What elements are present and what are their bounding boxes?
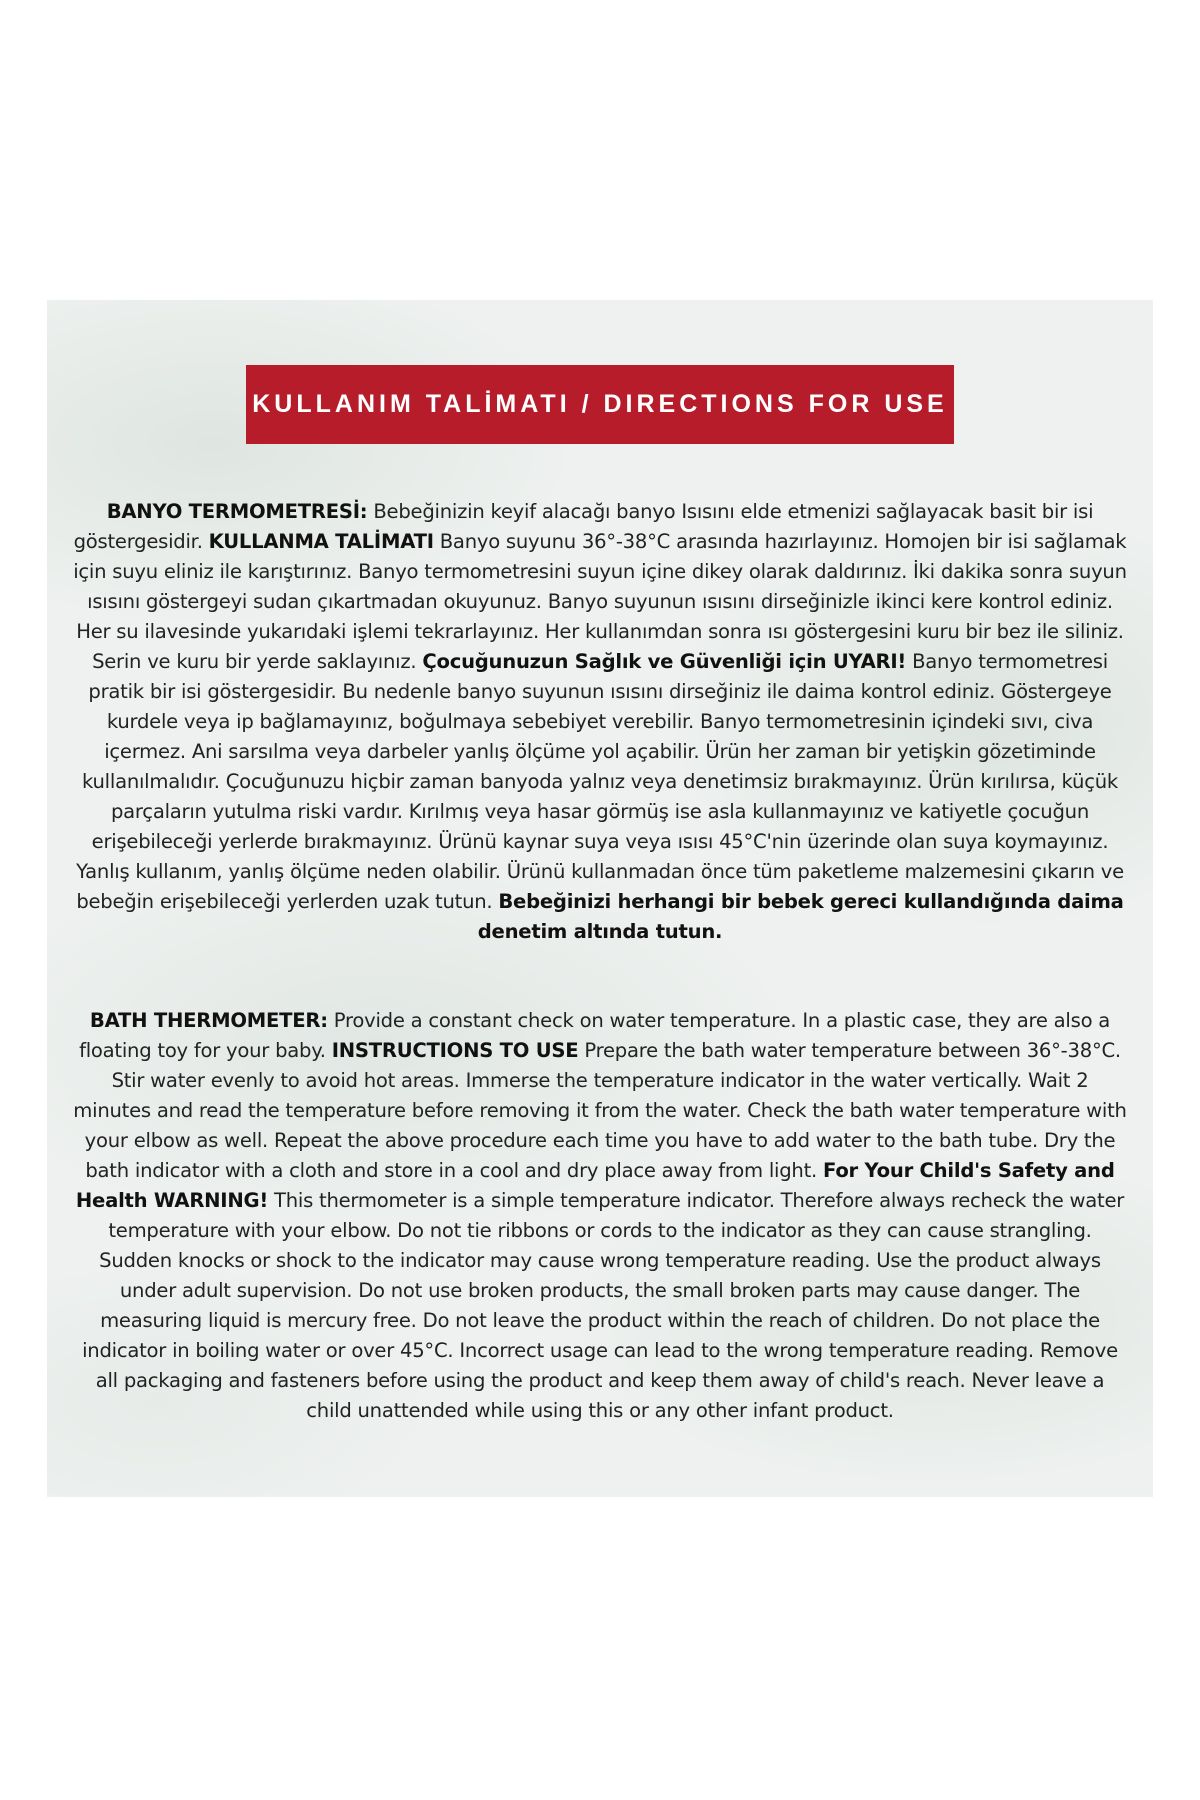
en-warning-text: This thermometer is a simple temperature indicator. Therefore always recheck the water temperature with your elbow. Do not tie ribbons or cords to the indicator as they can cause strangling. Sudden knocks or shock to the indicator may cause wrong temperature reading. Use the product always under adult supervision. Do not use broken products, the small broken parts may cause danger. The measuring liquid is mercury free. Do not leave the product within the reach of children. Do not place the indicator in boiling water or over 45°C. Incorrect usage can lead to the wrong temperature reading. Remove all packaging and fasteners before using the product and keep them away of child's reach. Never leave a child unattended while using this or any other infant product. bbox=[82, 1189, 1125, 1422]
en-warning-label: For Your Child's Safety and Health WARNING! bbox=[75, 1159, 1115, 1212]
turkish-instructions bbox=[72, 497, 1128, 947]
en-usage-text: Prepare the bath water temperature between 36°-38°C. Stir water evenly to avoid hot areas. Immerse the temperature indicator in the water vertically. Wait 2 minutes and read the temperature before removing it from the water. Check the bath water temperature with your elbow as well. Repeat the above procedure each time you have to add water to the bath tube. Dry the bath indicator with a cloth and store in a cool and dry place away from light. bbox=[73, 1039, 1127, 1182]
tr-usage-label: KULLANMA TALİMATI bbox=[208, 530, 434, 553]
tr-product-label: BANYO TERMOMETRESİ: bbox=[106, 500, 368, 523]
tr-supervision-note: Bebeğinizi herhangi bir bebek gereci kullandığında daima denetim altında tutun. bbox=[477, 890, 1124, 943]
tr-product-text: Bebeğinizin keyif alacağı banyo Isısını elde etmenizi sağlayacak basit bir isi göstergesidir. bbox=[73, 500, 1094, 553]
en-product-label: BATH THERMOMETER: bbox=[89, 1009, 328, 1032]
en-product-text: Provide a constant check on water temperature. In a plastic case, they are also a floating toy for your baby. bbox=[79, 1009, 1111, 1062]
title-banner bbox=[246, 365, 954, 444]
page-title: KULLANIM TALİMATI / DIRECTIONS FOR USE bbox=[252, 390, 948, 418]
tr-usage-text: Banyo suyunu 36°-38°C arasında hazırlayınız. Homojen bir isi sağlamak için suyu eliniz ile karıştırınız. Banyo termometresini suyun içine dikey olarak daldırınız. İki dakika sonra suyun ısısını göstergeyi sudan çıkartmadan okuyunuz. Banyo suyunun ısısını dirseğinizle ikinci kere kontrol ediniz. Her su ilavesinde yukarıdaki işlemi tekrarlayınız. Her kullanımdan sonra ısı göstergesini kuru bir bez ile siliniz. Serin ve kuru bir yerde saklayınız. bbox=[73, 530, 1127, 673]
tr-warning-label: Çocuğunuzun Sağlık ve Güvenliği için UYARI! bbox=[422, 650, 907, 673]
tr-warning-text: Banyo termometresi pratik bir isi göstergesidir. Bu nedenle banyo suyunun ısısını dirseğiniz ile daima kontrol ediniz. Göstergeye kurdele veya ip bağlamayınız, boğulmaya sebebiyet verebilir. Banyo termometresinin içindeki sıvı, civa içermez. Ani sarsılma veya darbeler yanlış ölçüme yol açabilir. Ürün her zaman bir yetişkin gözetiminde kullanılmalıdır. Çocuğunuzu hiçbir zaman banyoda yalnız veya denetimsiz bırakmayınız. Ürün kırılırsa, küçük parçaların yutulma riski vardır. Kırılmış veya hasar görmüş ise asla kullanmayınız ve katiyetle çocuğun erişebileceği yerlerde bırakmayınız. Ürünü kaynar suya veya ısısı 45°C'nin üzerinde olan suya koymayınız. Yanlış kullanım, yanlış ölçüme neden olabilir. Ürünü kullanmadan önce tüm paketleme malzemesini çıkarın ve bebeğin erişebileceği yerlerden uzak tutun. bbox=[76, 650, 1124, 913]
english-instructions bbox=[72, 1006, 1128, 1426]
en-usage-label: INSTRUCTIONS TO USE bbox=[331, 1039, 579, 1062]
